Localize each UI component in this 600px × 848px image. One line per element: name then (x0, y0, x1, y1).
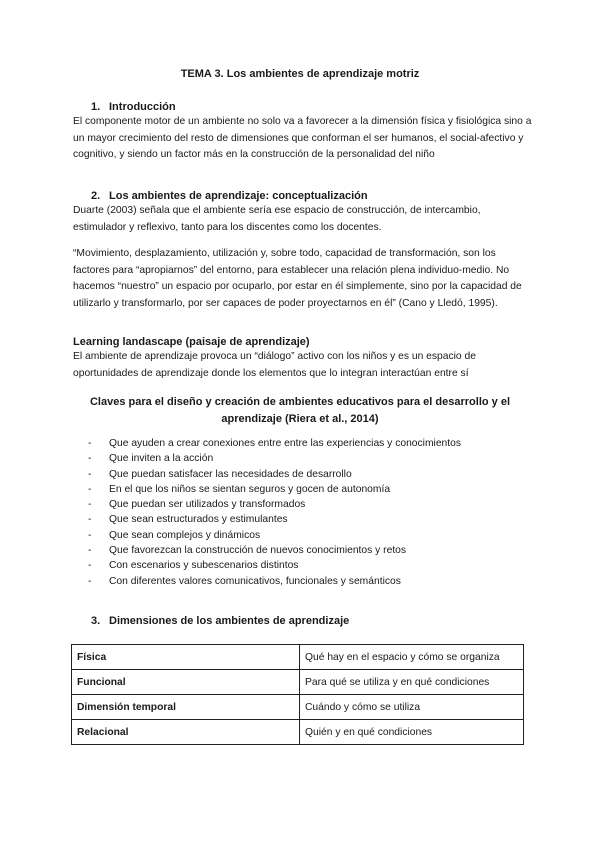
description-cell: Quién y en qué condiciones (300, 720, 524, 745)
section-2-heading (91, 190, 368, 202)
table-row (72, 695, 524, 720)
description-cell: Para qué se utiliza y en qué condiciones (300, 670, 524, 695)
section-1-number: 1. (91, 101, 101, 113)
section-2-number: 2. (91, 190, 101, 202)
list-item: - En el que los niños se sientan seguros y gocen de autonomía (88, 483, 391, 495)
list-item: - Que ayuden a crear conexiones entre entre las experiencias y conocimientos (88, 438, 462, 449)
table-row (72, 670, 524, 695)
list-item: - Con escenarios y subescenarios distintos (88, 560, 299, 572)
section-2-quote: “Movimiento, desplazamiento, utilización y, sobre todo, capacidad de transformación, son los factores para “apropiarnos” del entorno, para establecer una relación plena individuo-medio. No hacemos “nuestro” un espacio por ocuparlo, por estar en él simplemente, sino por la capacidad de utilizarlo y transformarlo, por ser capaces de poder proyectarnos en él” (Cano y Lledó, 1995). (73, 248, 522, 309)
claves-heading: Claves para el diseño y creación de ambientes educativos para el desarrollo y el aprendizaje (Riera et al., 2014) (89, 396, 511, 425)
list-item: - Que sean complejos y dinámicos (88, 529, 261, 541)
description-cell: Cuándo y cómo se utiliza (300, 695, 524, 720)
section-3-heading (91, 615, 349, 627)
section-3-number: 3. (91, 615, 101, 627)
list-item: - Que puedan satisfacer las necesidades de desarrollo (88, 468, 352, 480)
dimension-cell: Dimensión temporal (72, 695, 300, 720)
section-1-text: El componente motor de un ambiente no solo va a favorecer a la dimensión física y fisiológica sino a un mayor crecimiento del resto de dimensiones que conforman el ser humanos, el social-afectivo y cognitivo, y siendo un factor más en la construcción de la personalidad del niño (73, 116, 532, 161)
dimension-cell: Física (72, 645, 300, 670)
document-title: TEMA 3. Los ambientes de aprendizaje motriz (180, 68, 420, 80)
description-cell: Qué hay en el espacio y cómo se organiza (300, 645, 524, 670)
dimension-cell: Relacional (72, 720, 300, 745)
claves-list (88, 436, 461, 589)
section-2-text: Duarte (2003) señala que el ambiente sería ese espacio de construcción, de intercambio, estimulador y reflexivo, tanto para los discentes como los docentes. (73, 205, 481, 233)
dimension-cell: Funcional (72, 670, 300, 695)
section-3-title: Dimensiones de los ambientes de aprendizaje (109, 615, 350, 627)
list-item: - Que inviten a la acción (88, 453, 214, 465)
landscape-heading: Learning landascape (paisaje de aprendizaje) (73, 336, 310, 348)
dimensions-table (71, 644, 524, 745)
list-item: - Que puedan ser utilizados y transformados (88, 499, 306, 511)
table-row (72, 645, 524, 670)
table-row (72, 720, 524, 745)
list-item: - Con diferentes valores comunicativos, funcionales y semánticos (88, 575, 401, 587)
section-2-title: Los ambientes de aprendizaje: conceptualización (109, 190, 368, 202)
list-item: - Que sean estructurados y estimulantes (88, 514, 288, 526)
list-item: - Que favorezcan la construcción de nuevos conocimientos y retos (88, 545, 407, 557)
landscape-text: El ambiente de aprendizaje provoca un “diálogo” activo con los niños y es un espacio de oportunidades de aprendizaje donde los elementos que lo integran interactúan entre sí (73, 351, 476, 379)
section-1-heading (91, 101, 176, 113)
section-1-title: Introducción (109, 101, 176, 113)
